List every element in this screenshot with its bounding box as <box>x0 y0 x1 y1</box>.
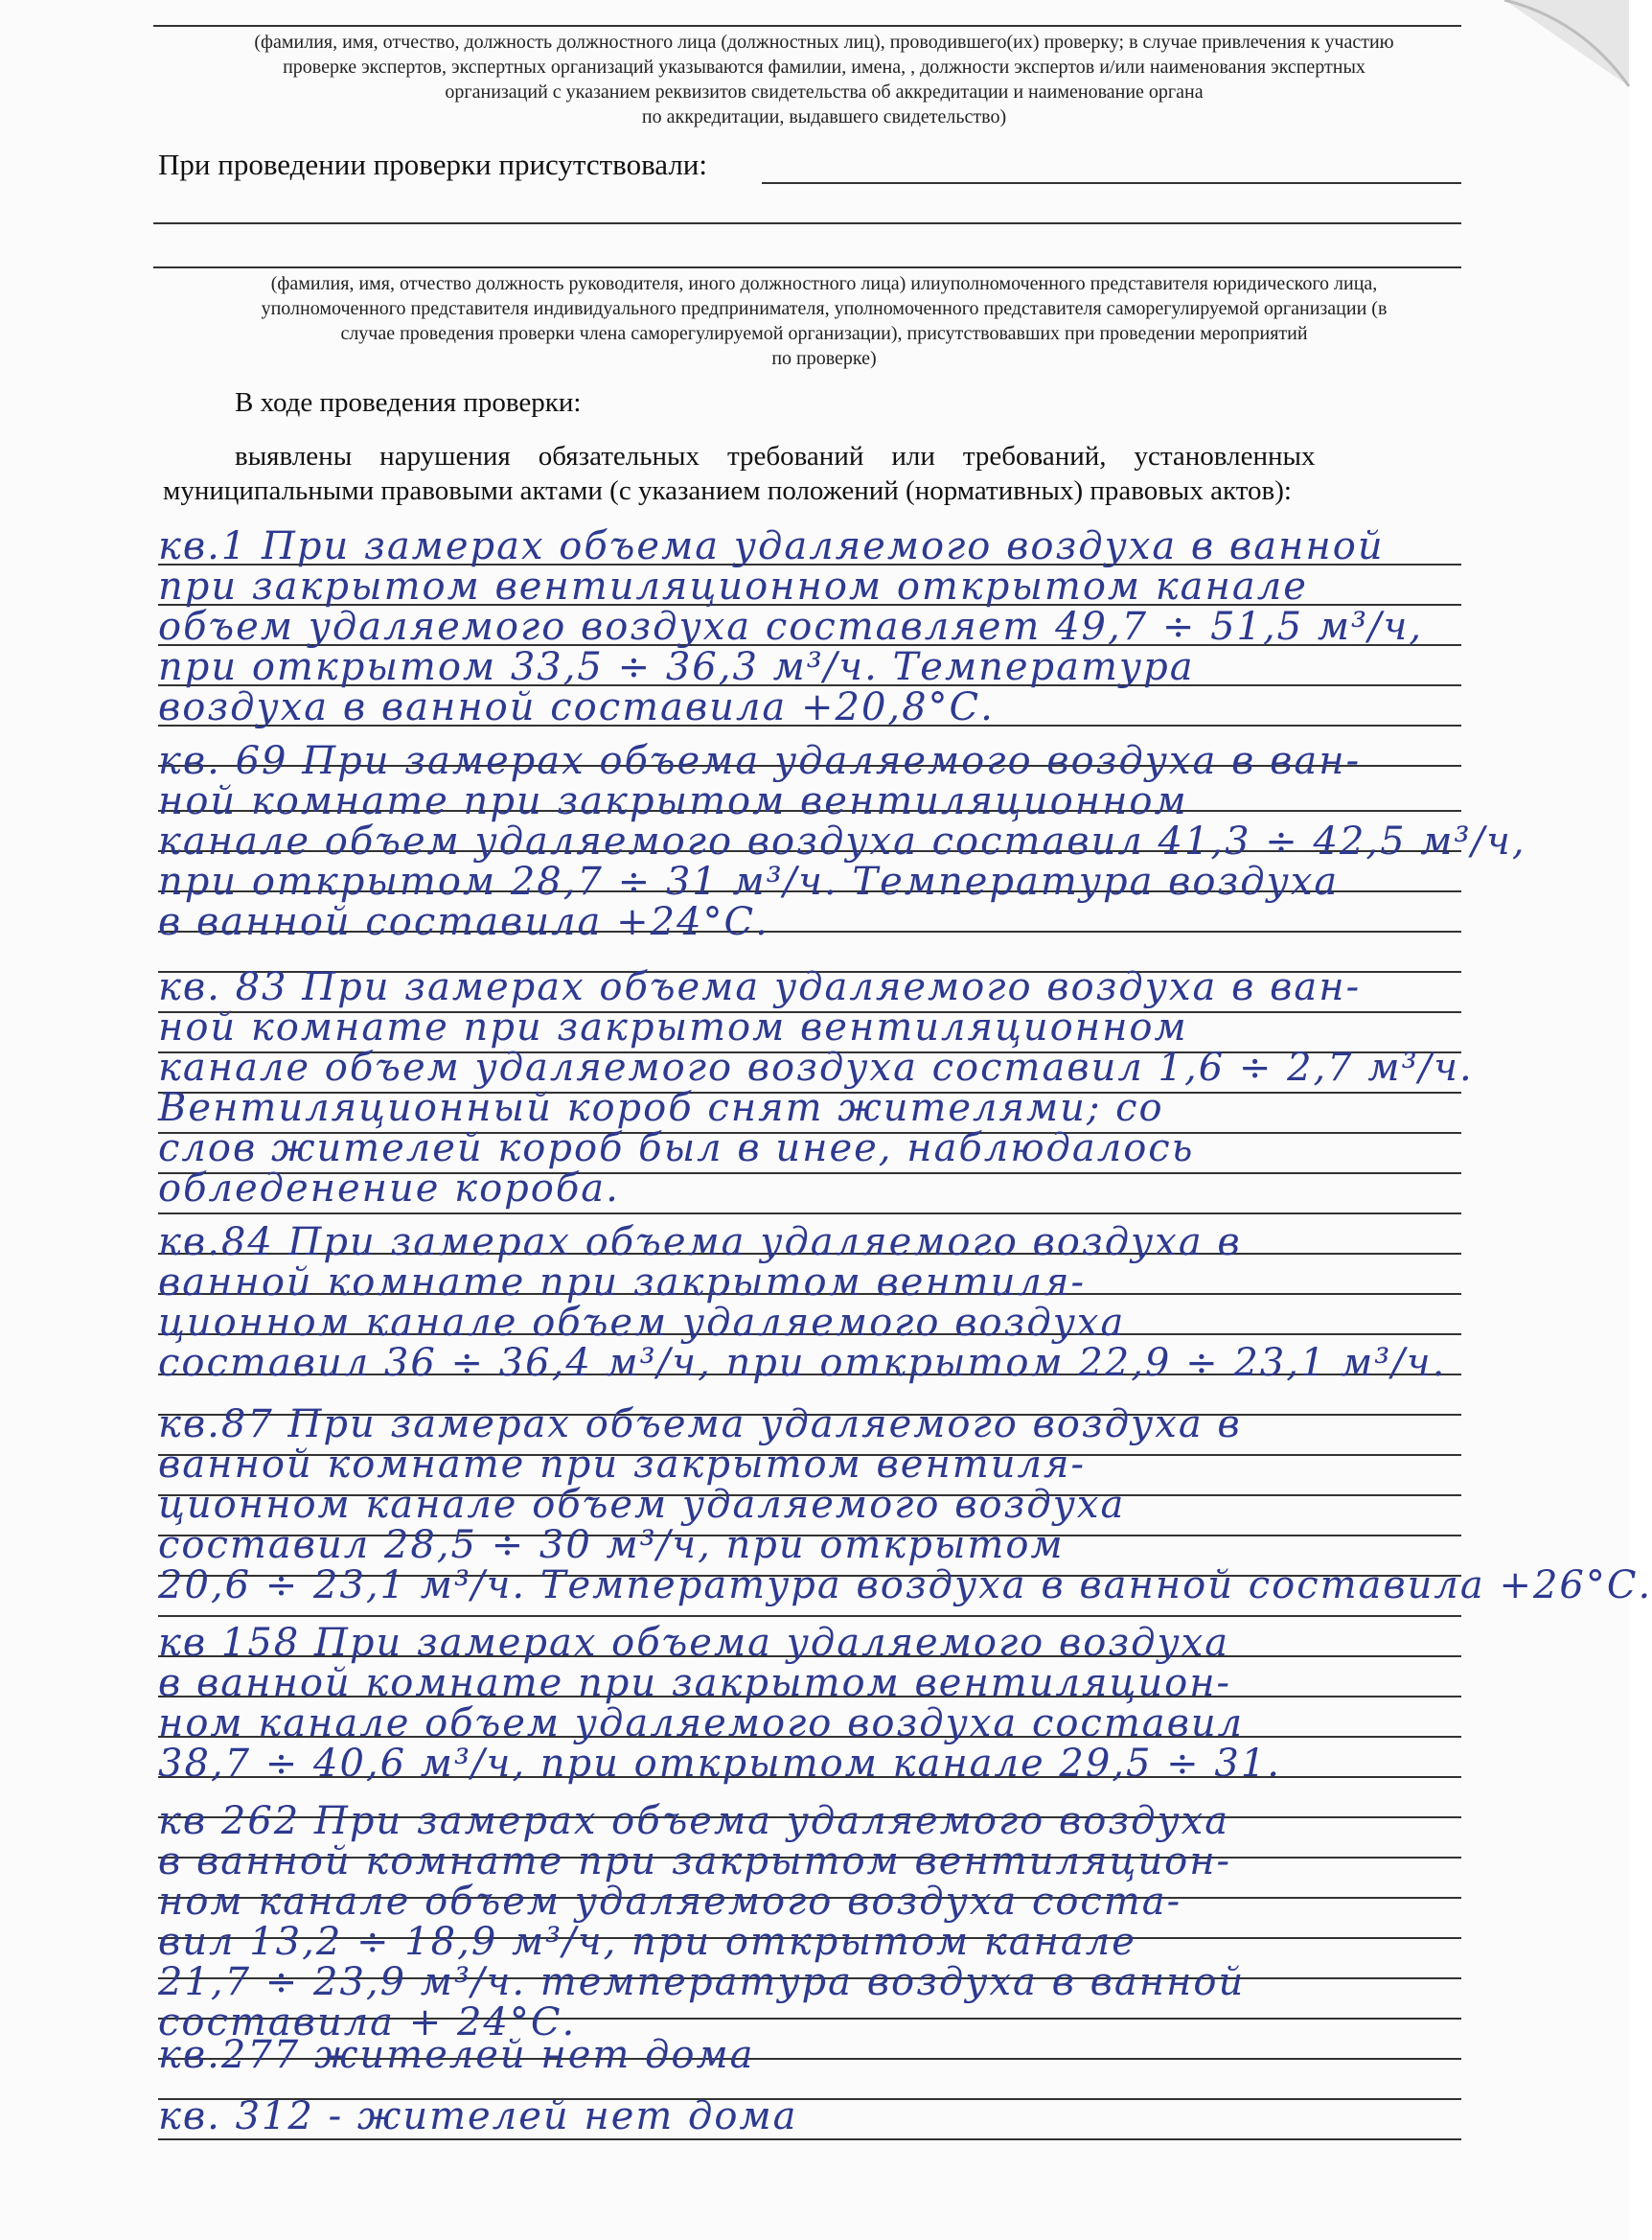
handwritten-line: ционном канале объем удаляемого воздуха <box>158 1301 1126 1345</box>
present-field-line-2 <box>153 222 1461 224</box>
handwritten-line: кв.277 жителей нет дома <box>158 2033 755 2077</box>
handwritten-line: воздуха в ванной составила +20,8°С. <box>158 685 995 729</box>
folded-corner <box>1466 0 1629 86</box>
violations-line-1: выявлены нарушения обязательных требований или требований, установленных <box>235 441 1316 472</box>
present-caption-4: по проверке) <box>771 348 877 369</box>
handwritten-line: кв 158 При замерах объема удаляемого воздуха <box>158 1621 1230 1665</box>
handwritten-line: кв.1 При замерах объема удаляемого воздуха в ванной <box>158 524 1385 568</box>
inspector-caption-4: по аккредитации, выдавшего свидетельство) <box>641 106 1007 127</box>
handwritten-line: кв. 83 При замерах объема удаляемого воздуха в ван- <box>158 965 1362 1009</box>
handwritten-line: кв.87 При замерах объема удаляемого воздуха в <box>158 1402 1242 1446</box>
handwritten-line: составила + 24°С. <box>158 2000 577 2044</box>
present-caption-1: (фамилия, имя, отчество должность руководителя, иного должностного лица) илиуполномоченного представителя юридического лица, <box>270 273 1378 294</box>
present-label: При проведении проверки присутствовали: <box>158 148 708 181</box>
handwritten-line: кв. 312 - жителей нет дома <box>158 2094 798 2138</box>
handwritten-line: кв 262 При замерах объема удаляемого воздуха <box>158 1799 1230 1843</box>
handwritten-line: Вентиляционный короб снят жителями; со <box>158 1086 1164 1130</box>
handwritten-line: ной комнате при закрытом вентиляционном <box>158 1005 1188 1050</box>
handwritten-line: слов жителей короб был в инее, наблюдалось <box>158 1126 1195 1170</box>
handwritten-line: составил 36 ÷ 36,4 м³/ч, при открытом 22,9 ÷ 23,1 м³/ч. <box>158 1341 1447 1385</box>
handwritten-line: канале объем удаляемого воздуха составил 1,6 ÷ 2,7 м³/ч. <box>158 1046 1474 1090</box>
violations-line-2: муниципальными правовыми актами (с указанием положений (нормативных) правовых актов): <box>163 475 1292 506</box>
handwritten-line: кв.84 При замерах объема удаляемого воздуха в <box>158 1220 1242 1264</box>
inspector-rule <box>153 25 1461 27</box>
handwritten-line: при открытом 28,7 ÷ 31 м³/ч. Температура воздуха <box>158 860 1340 904</box>
handwritten-line: в ванной комнате при закрытом вентиляцион- <box>158 1839 1232 1883</box>
handwritten-line: ционном канале объем удаляемого воздуха <box>158 1483 1126 1527</box>
present-field-line <box>762 182 1461 184</box>
inspector-caption-2: проверке экспертов, экспертных организаций указываются фамилии, имена, , должности экспертов и/или наименования экспертных <box>283 57 1365 78</box>
handwritten-line: объем удаляемого воздуха составляет 49,7 ÷ 51,5 м³/ч, <box>158 605 1424 649</box>
handwritten-line: ванной комнате при закрытом вентиля- <box>158 1443 1086 1487</box>
handwritten-line: ном канале объем удаляемого воздуха соста- <box>158 1880 1182 1924</box>
handwritten-line: ном канале объем удаляемого воздуха составил <box>158 1701 1245 1745</box>
during-label: В ходе проведения проверки: <box>235 387 582 418</box>
inspector-caption-1: (фамилия, имя, отчество, должность должностного лица (должностных лиц), проводившего(их) проверку; в случае привлечения к участию <box>254 32 1394 53</box>
handwritten-line: вил 13,2 ÷ 18,9 м³/ч, при открытом канале <box>158 1920 1136 1964</box>
handwritten-line: при закрытом вентиляционном открытом канале <box>158 565 1308 609</box>
handwritten-line: ной комнате при закрытом вентиляционном <box>158 779 1188 823</box>
handwritten-line: составил 28,5 ÷ 30 м³/ч, при открытом <box>158 1523 1065 1567</box>
present-field-line-3 <box>153 266 1461 268</box>
handwritten-line: 38,7 ÷ 40,6 м³/ч, при открытом канале 29,5 ÷ 31. <box>158 1742 1281 1786</box>
handwritten-line: ванной комнате при закрытом вентиля- <box>158 1260 1086 1305</box>
inspector-caption-3: организаций с указанием реквизитов свидетельства об аккредитации и наименование органа <box>445 81 1204 103</box>
handwritten-line: в ванной комнате при закрытом вентиляцион- <box>158 1661 1232 1705</box>
handwritten-line: канале объем удаляемого воздуха составил 41,3 ÷ 42,5 м³/ч, <box>158 820 1526 864</box>
handwritten-line: в ванной составила +24°С. <box>158 900 769 944</box>
present-caption-2: уполномоченного представителя индивидуального предпринимателя, уполномоченного представителя саморегулируемой организации (в <box>261 298 1388 319</box>
handwritten-line: при открытом 33,5 ÷ 36,3 м³/ч. Температура <box>158 645 1195 689</box>
handwritten-line: 21,7 ÷ 23,9 м³/ч. температура воздуха в ванной <box>158 1960 1246 2004</box>
present-caption-3: случае проведения проверки члена саморегулируемой организации), присутствовавших при проведении мероприятий <box>340 323 1308 344</box>
handwritten-line: обледенение короба. <box>158 1166 620 1211</box>
handwritten-line: 20,6 ÷ 23,1 м³/ч. Температура воздуха в ванной составила +26°С. <box>158 1563 1652 1607</box>
handwritten-line: кв. 69 При замерах объема удаляемого воздуха в ван- <box>158 739 1362 783</box>
